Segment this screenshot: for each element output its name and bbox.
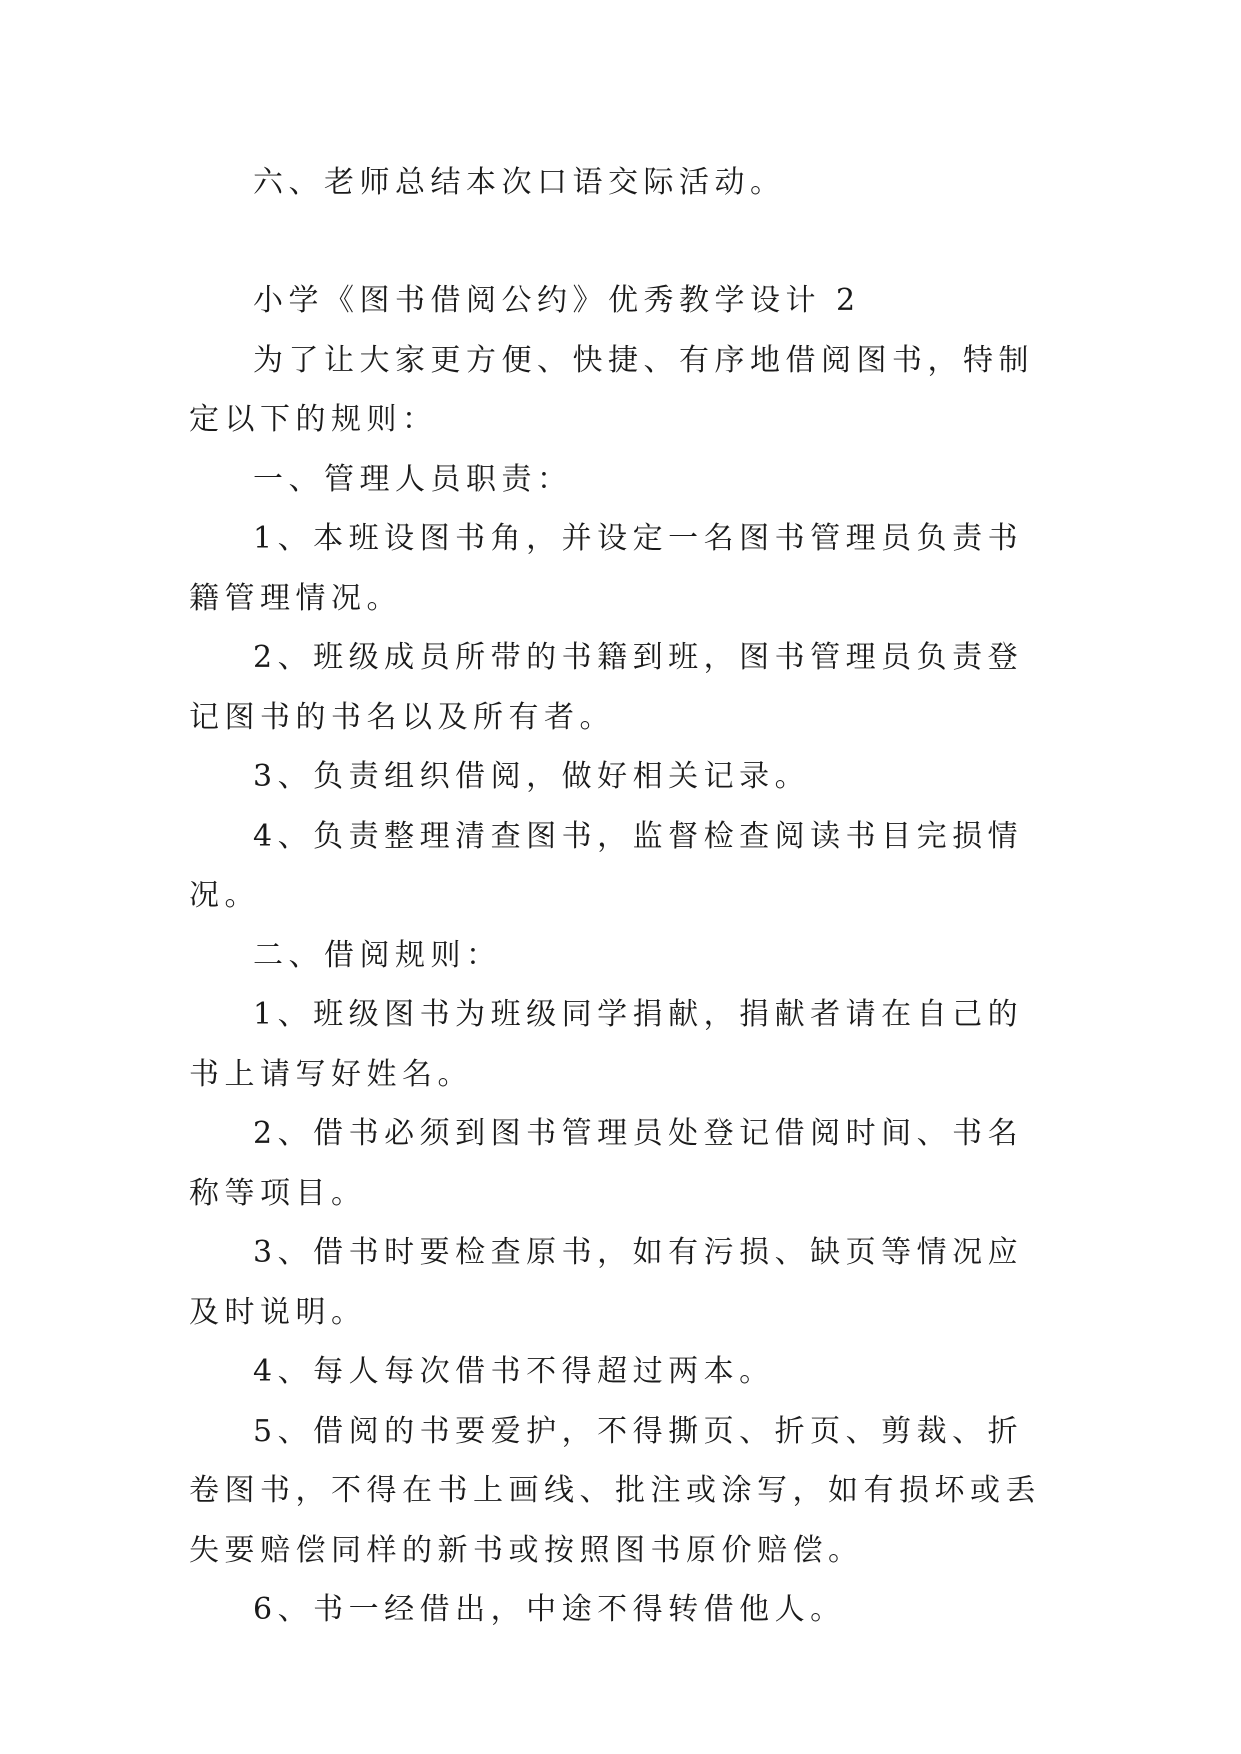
rule-item-3: 3、借书时要检查原书，如有污损、缺页等情况应及时说明。 <box>189 1235 1024 1330</box>
intro-paragraph: 为了让大家更方便、快捷、有序地借阅图书，特制定以下的规则： <box>189 342 1034 437</box>
section-heading-duties: 一、管理人员职责： <box>253 461 573 497</box>
duty-item-4: 4、负责整理清查图书，监督检查阅读书目完损情况。 <box>189 818 1024 913</box>
rule-item-4: 4、每人每次借书不得超过两本。 <box>253 1354 775 1389</box>
rule-item-6: 6、书一经借出，中途不得转借他人。 <box>253 1592 846 1627</box>
rule-item-5: 5、借阅的书要爱护，不得撕页、折页、剪裁、折卷图书，不得在书上画线、批注或涂写，如有损坏或丢失要赔偿同样的新书或按照图书原价赔偿。 <box>189 1413 1041 1568</box>
article-title: 小学《图书借阅公约》优秀教学设计 2 <box>253 283 861 318</box>
section-heading-rules: 二、借阅规则： <box>253 937 502 973</box>
previous-section-closing <box>189 153 1051 213</box>
duty-item-3: 3、负责组织借阅，做好相关记录。 <box>253 759 811 794</box>
rule-item-2: 2、借书必须到图书管理员处登记借阅时间、书名称等项目。 <box>189 1116 1024 1211</box>
duty-item-2: 2、班级成员所带的书籍到班，图书管理员负责登记图书的书名以及所有者。 <box>189 640 1024 735</box>
rule-item-1: 1、班级图书为班级同学捐献，捐献者请在自己的书上请写好姓名。 <box>189 997 1024 1092</box>
closing-paragraph: 六、老师总结本次口语交际活动。 <box>253 165 786 200</box>
duty-item-1: 1、本班设图书角，并设定一名图书管理员负责书籍管理情况。 <box>189 521 1024 616</box>
article-body <box>189 271 1051 1640</box>
